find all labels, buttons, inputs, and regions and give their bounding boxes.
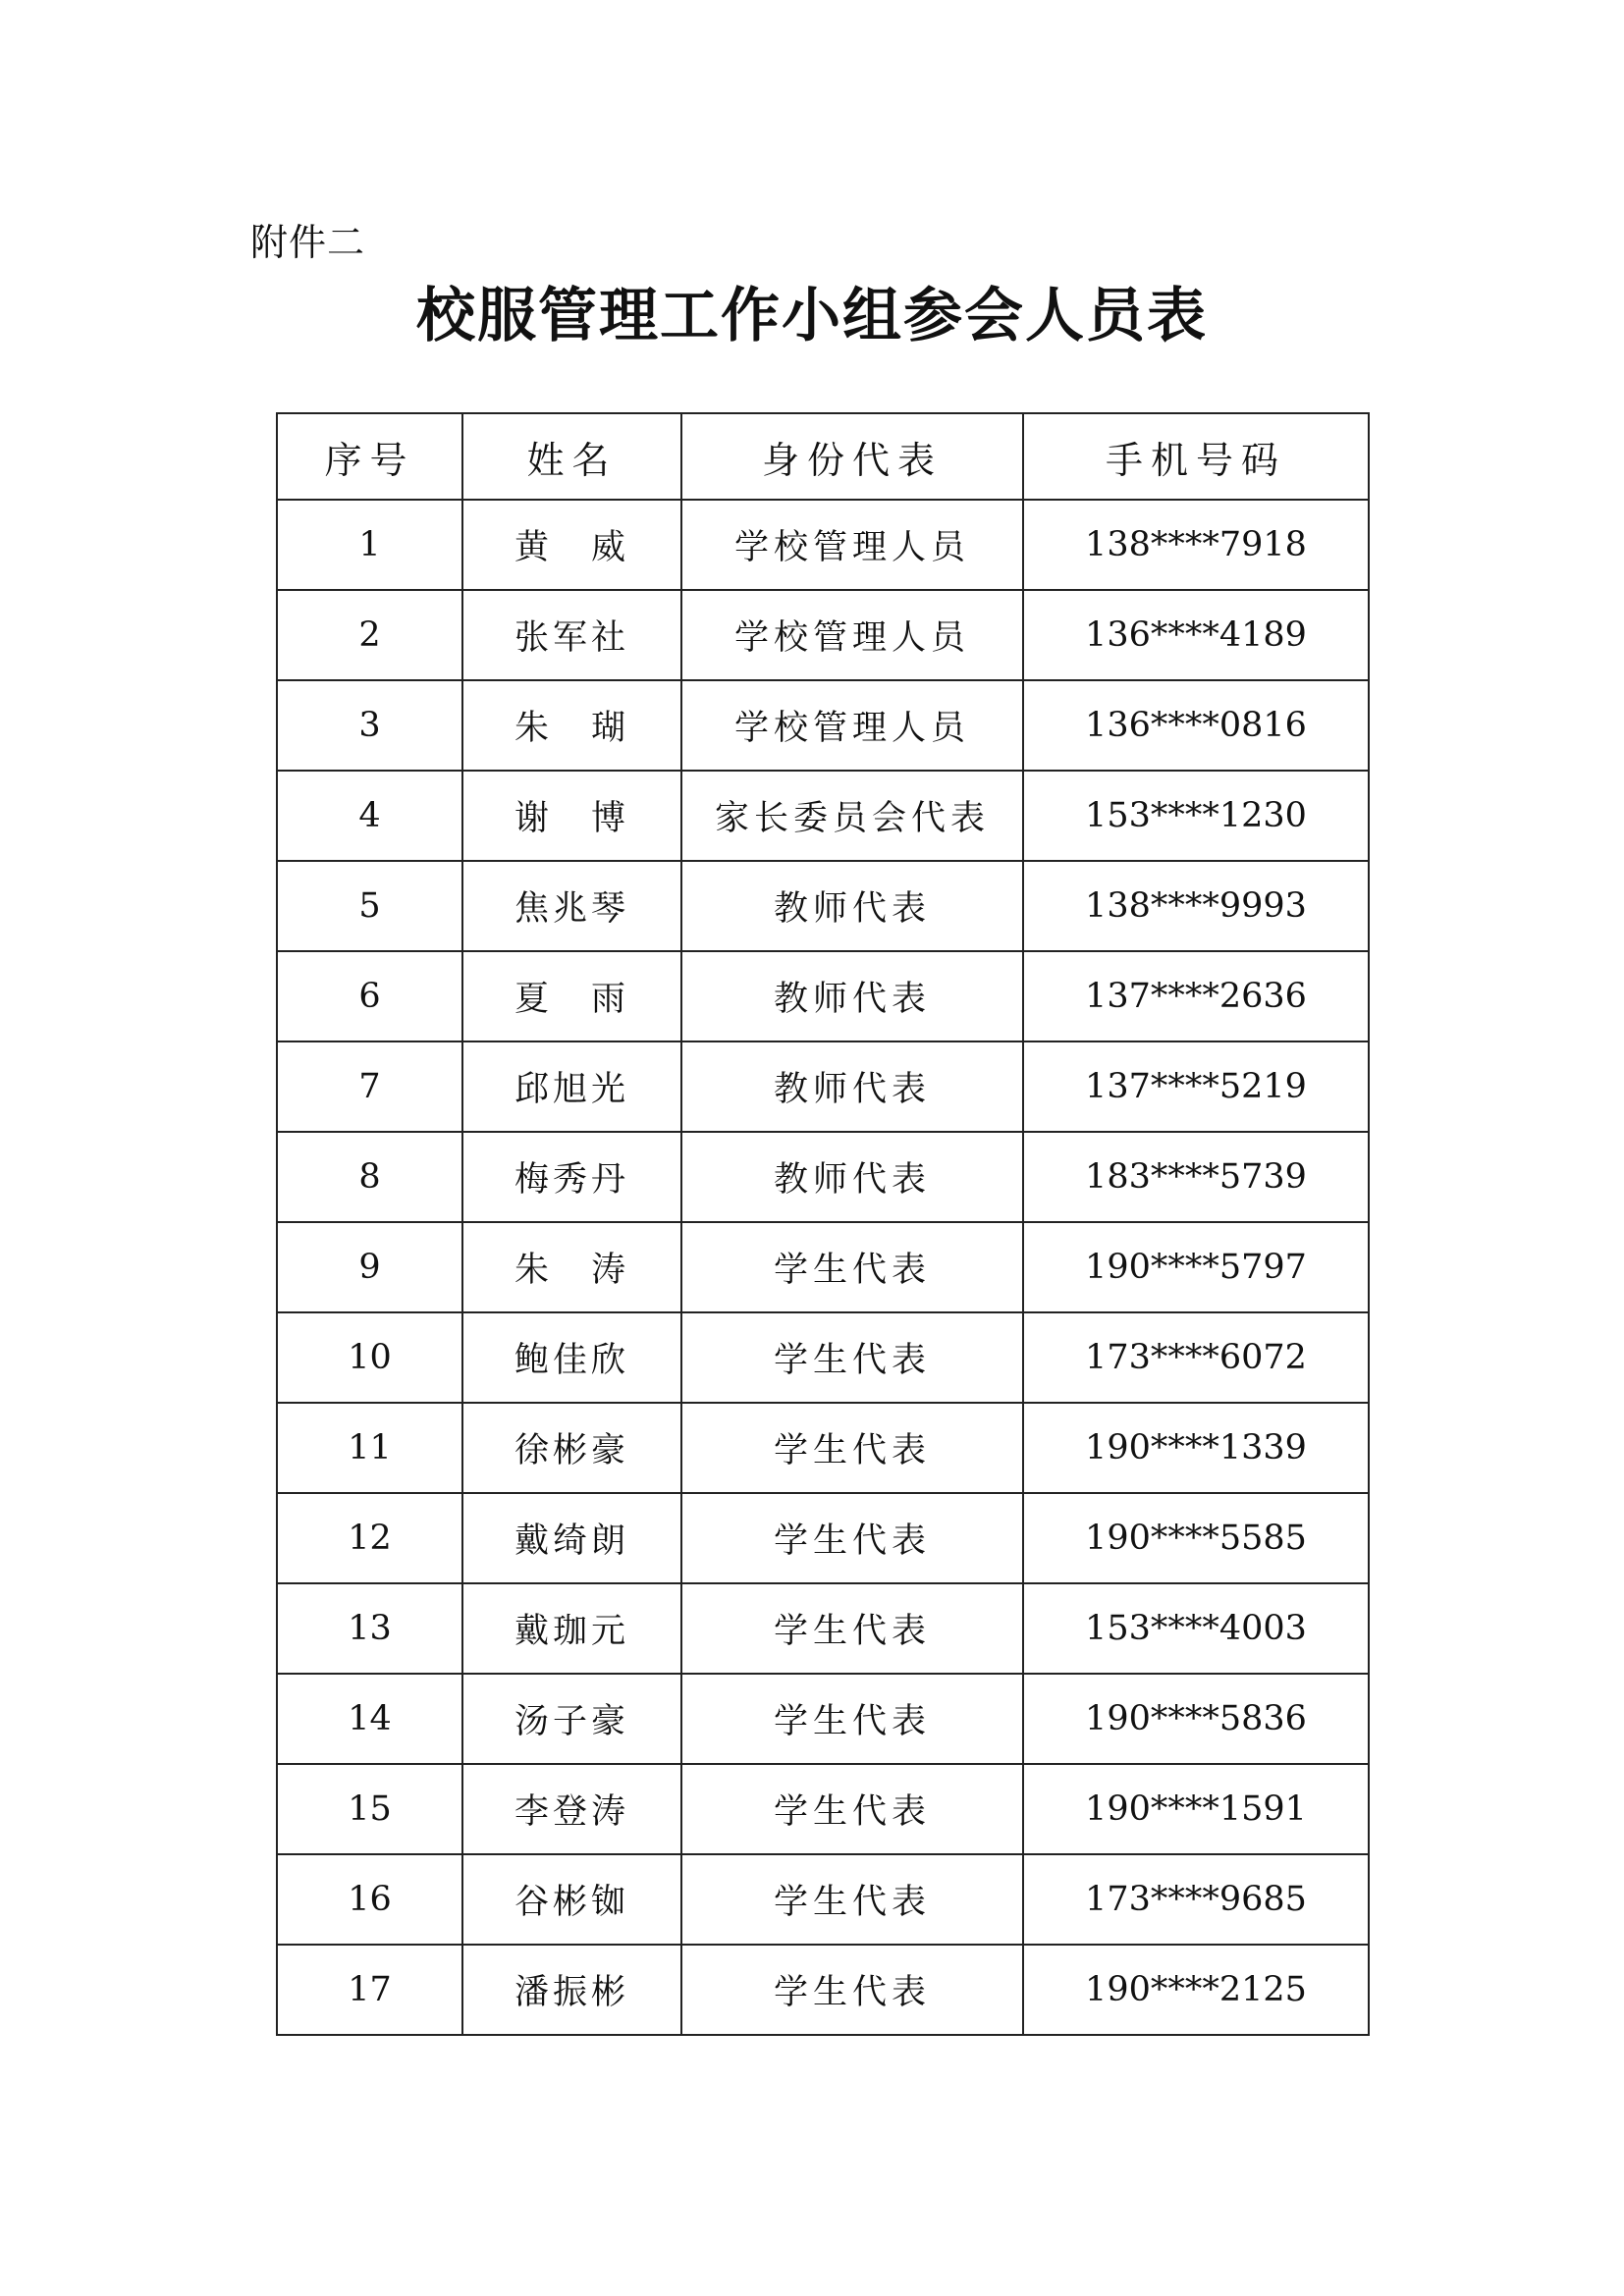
row-role: 学生代表 — [681, 1312, 1023, 1403]
row-role: 学生代表 — [681, 1403, 1023, 1493]
row-role: 学校管理人员 — [681, 680, 1023, 771]
table-row — [277, 1854, 1369, 1945]
row-index: 16 — [277, 1854, 462, 1945]
table-row — [277, 500, 1369, 590]
row-phone: 138****7918 — [1023, 500, 1369, 590]
row-index: 9 — [277, 1222, 462, 1312]
table-row — [277, 1583, 1369, 1674]
row-name: 徐彬豪 — [462, 1403, 681, 1493]
participants-table — [276, 412, 1370, 2036]
row-name: 汤子豪 — [462, 1674, 681, 1764]
row-index: 17 — [277, 1945, 462, 2035]
table-row — [277, 1132, 1369, 1222]
row-index: 2 — [277, 590, 462, 680]
row-role: 学生代表 — [681, 1854, 1023, 1945]
row-phone: 138****9993 — [1023, 861, 1369, 951]
row-name: 梅秀丹 — [462, 1132, 681, 1222]
table-row — [277, 1312, 1369, 1403]
row-name: 谢 博 — [462, 771, 681, 861]
row-phone: 137****2636 — [1023, 951, 1369, 1041]
row-name: 朱 涛 — [462, 1222, 681, 1312]
row-index: 6 — [277, 951, 462, 1041]
row-role: 教师代表 — [681, 951, 1023, 1041]
row-phone: 136****0816 — [1023, 680, 1369, 771]
row-name: 李登涛 — [462, 1764, 681, 1854]
table-row — [277, 951, 1369, 1041]
page-title: 校服管理工作小组参会人员表 — [416, 282, 1208, 350]
row-index: 12 — [277, 1493, 462, 1583]
row-role: 学校管理人员 — [681, 590, 1023, 680]
row-name: 潘振彬 — [462, 1945, 681, 2035]
row-phone: 136****4189 — [1023, 590, 1369, 680]
row-index: 4 — [277, 771, 462, 861]
row-phone: 153****4003 — [1023, 1583, 1369, 1674]
row-role: 学生代表 — [681, 1674, 1023, 1764]
table-row — [277, 1222, 1369, 1312]
row-phone: 190****1591 — [1023, 1764, 1369, 1854]
row-index: 11 — [277, 1403, 462, 1493]
row-phone: 190****5836 — [1023, 1674, 1369, 1764]
header-name: 姓名 — [462, 413, 681, 500]
header-index: 序号 — [277, 413, 462, 500]
table-row — [277, 1041, 1369, 1132]
row-name: 谷彬铷 — [462, 1854, 681, 1945]
row-index: 1 — [277, 500, 462, 590]
row-index: 5 — [277, 861, 462, 951]
row-index: 8 — [277, 1132, 462, 1222]
table-row — [277, 1945, 1369, 2035]
row-phone: 173****9685 — [1023, 1854, 1369, 1945]
row-index: 3 — [277, 680, 462, 771]
table-row — [277, 1764, 1369, 1854]
row-phone: 153****1230 — [1023, 771, 1369, 861]
row-phone: 190****2125 — [1023, 1945, 1369, 2035]
row-role: 教师代表 — [681, 1041, 1023, 1132]
row-name: 鲍佳欣 — [462, 1312, 681, 1403]
row-name: 焦兆琴 — [462, 861, 681, 951]
row-index: 14 — [277, 1674, 462, 1764]
row-name: 黄 威 — [462, 500, 681, 590]
header-phone: 手机号码 — [1023, 413, 1369, 500]
row-name: 朱 瑚 — [462, 680, 681, 771]
row-role: 学生代表 — [681, 1493, 1023, 1583]
row-role: 教师代表 — [681, 1132, 1023, 1222]
row-phone: 190****5585 — [1023, 1493, 1369, 1583]
row-name: 张军社 — [462, 590, 681, 680]
row-role: 学生代表 — [681, 1222, 1023, 1312]
row-index: 15 — [277, 1764, 462, 1854]
table-header-row — [277, 413, 1369, 500]
row-role: 学生代表 — [681, 1583, 1023, 1674]
row-phone: 137****5219 — [1023, 1041, 1369, 1132]
row-index: 7 — [277, 1041, 462, 1132]
row-index: 10 — [277, 1312, 462, 1403]
row-name: 戴绮朗 — [462, 1493, 681, 1583]
row-role: 学校管理人员 — [681, 500, 1023, 590]
table-row — [277, 1403, 1369, 1493]
row-name: 戴珈元 — [462, 1583, 681, 1674]
row-phone: 190****1339 — [1023, 1403, 1369, 1493]
row-phone: 183****5739 — [1023, 1132, 1369, 1222]
row-role: 学生代表 — [681, 1945, 1023, 2035]
row-name: 邱旭光 — [462, 1041, 681, 1132]
row-phone: 173****6072 — [1023, 1312, 1369, 1403]
header-role: 身份代表 — [681, 413, 1023, 500]
table-row — [277, 861, 1369, 951]
table-row — [277, 590, 1369, 680]
row-role: 教师代表 — [681, 861, 1023, 951]
attachment-label: 附件二 — [250, 221, 366, 264]
table-row — [277, 1674, 1369, 1764]
row-index: 13 — [277, 1583, 462, 1674]
row-phone: 190****5797 — [1023, 1222, 1369, 1312]
table-row — [277, 680, 1369, 771]
table-row — [277, 1493, 1369, 1583]
table-row — [277, 771, 1369, 861]
row-name: 夏 雨 — [462, 951, 681, 1041]
row-role: 学生代表 — [681, 1764, 1023, 1854]
row-role: 家长委员会代表 — [681, 771, 1023, 861]
